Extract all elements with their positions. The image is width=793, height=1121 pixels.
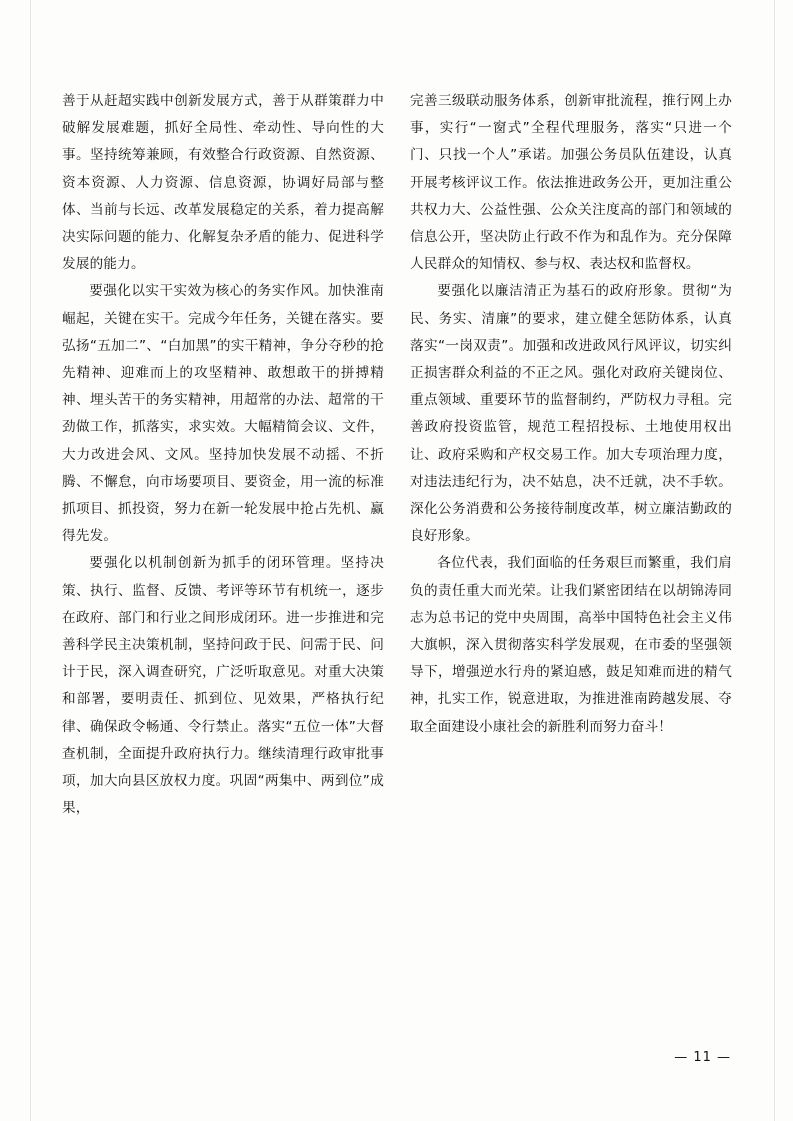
right-column (410, 88, 732, 735)
paragraph: 要强化以实干实效为核心的务实作风。加快淮南崛起，关键在实干。完成今年任务，关键在落实。要弘扬“五加二”、“白加黑”的实干精神，争分夺秒的抢先精神、迎难而上的攻坚精神、敢想敢干的拼搏精神、埋头苦干的务实精神，用超常的办法、超常的干劲做工作，抓落实，求实效。大幅精简会议、文件，大力改进会风、文风。坚持加快发展不动摇、不折腾、不懈怠，向市场要项目、要资金，用一流的标准抓项目、抓投资，努力在新一轮发展中抢占先机、赢得先发。 (62, 283, 384, 545)
page-number: — 11 — (674, 1050, 731, 1065)
page-edge-right (774, 0, 775, 1121)
paragraph: 要强化以廉洁清正为基石的政府形象。贯彻“为民、务实、清廉”的要求，建立健全惩防体系，认真落实“一岗双责”。加强和改进政风行风评议，切实纠正损害群众利益的不正之风。强化对政府关键岗位、重点领域、重要环节的监督制约，严防权力寻租。完善政府投资监管，规范工程招投标、土地使用权出让、政府采购和产权交易工作。加大专项治理力度，对违法违纪行为，决不姑息，决不迁就，决不手软。深化公务消费和公务接待制度改革，树立廉洁勤政的良好形象。 (410, 283, 732, 545)
page-edge-left (30, 0, 31, 1121)
paragraph: 完善三级联动服务体系，创新审批流程，推行网上办事，实行“一窗式”全程代理服务，落实“只进一个门、只找一个人”承诺。加强公务员队伍建设，认真开展考核评议工作。依法推进政务公开，更加注重公共权力大、公益性强、公众关注度高的部门和领域的信息公开，坚决防止行政不作为和乱作为。充分保障人民群众的知情权、参与权、表达权和监督权。 (410, 93, 732, 273)
paragraph: 善于从赶超实践中创新发展方式，善于从群策群力中破解发展难题，抓好全局性、牵动性、导向性的大事。坚持统筹兼顾，有效整合行政资源、自然资源、资本资源、人力资源、信息资源，协调好局部与整体、当前与长远、改革发展稳定的关系，着力提高解决实际问题的能力、化解复杂矛盾的能力、促进科学发展的能力。 (62, 93, 384, 273)
left-column (62, 88, 384, 817)
paragraph: 各位代表，我们面临的任务艰巨而繁重，我们肩负的责任重大而光荣。让我们紧密团结在以胡锦涛同志为总书记的党中央周围，高举中国特色社会主义伟大旗帜，深入贯彻落实科学发展观，在市委的坚强领导下，增强逆水行舟的紧迫感，鼓足知难而进的精气神，扎实工作，锐意进取，为推进淮南跨越发展、夺取全面建设小康社会的新胜利而努力奋斗！ (410, 555, 732, 735)
paragraph: 要强化以机制创新为抓手的闭环管理。坚持决策、执行、监督、反馈、考评等环节有机统一，逐步在政府、部门和行业之间形成闭环。进一步推进和完善科学民主决策机制，坚持问政于民、问需于民、问计于民，深入调查研究，广泛听取意见。对重大决策和部署，要明责任、抓到位、见效果，严格执行纪律、确保政令畅通、令行禁止。落实“五位一体”大督查机制，全面提升政府执行力。继续清理行政审批事项，加大向县区放权力度。巩固“两集中、两到位”成果， (62, 555, 384, 817)
page-content (62, 88, 734, 817)
